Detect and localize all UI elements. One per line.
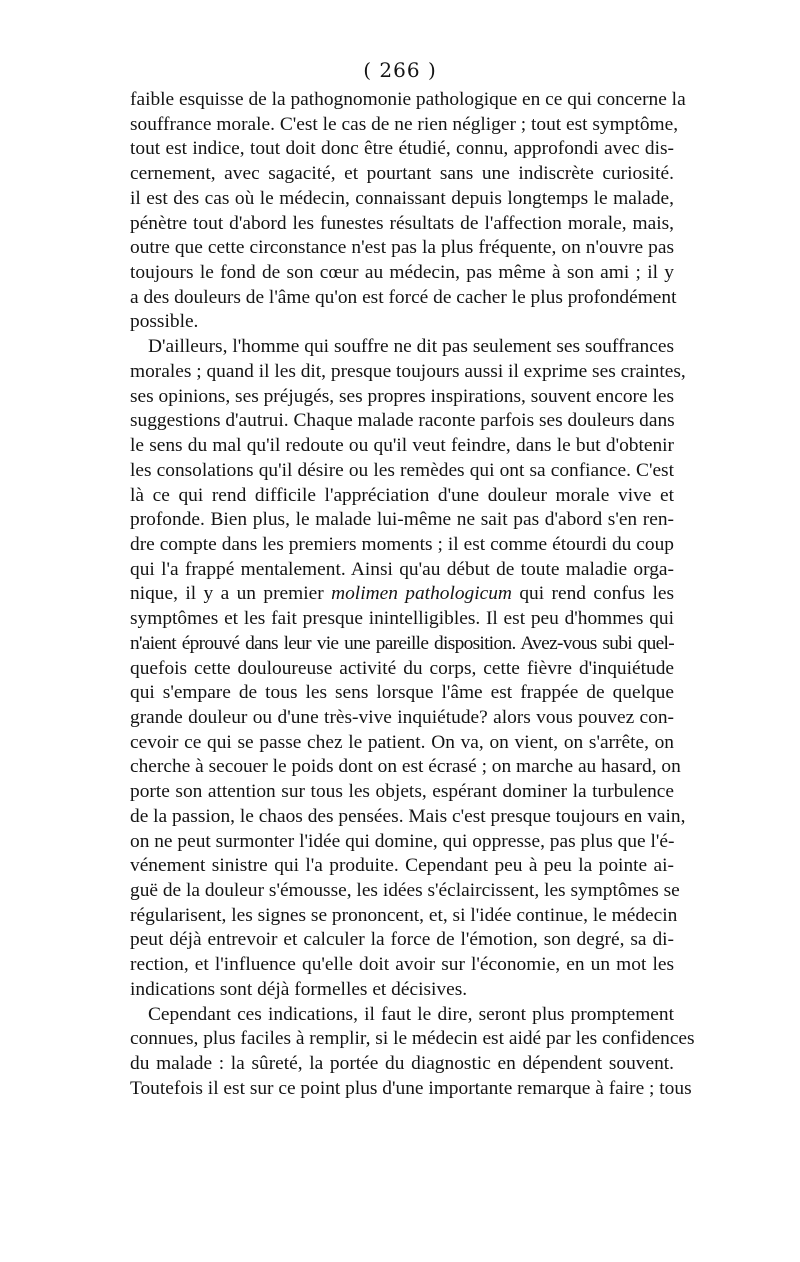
text-line: on ne peut surmonter l'idée qui domine, qui oppresse, pas plus que l'é- [130, 830, 675, 852]
text-run: qui rend confus les [511, 583, 675, 605]
text-line: D'ailleurs, l'homme qui souffre ne dit pas seulement ses souffrances [148, 336, 674, 358]
text-line: tout est indice, tout doit donc être étudié, connu, approfondi avec dis- [130, 138, 674, 160]
text-line: guë de la douleur s'émousse, les idées s'éclaircissent, les symptômes se [130, 880, 680, 901]
text-line: grande douleur ou d'une très-vive inquiétude? alors vous pouvez con- [130, 706, 674, 728]
text-line: toujours le fond de son cœur au médecin, pas même à son ami ; il y [130, 262, 674, 284]
text-line: quefois cette douloureuse activité du corps, cette fièvre d'inquiétude [130, 657, 674, 679]
text-line: souffrance morale. C'est le cas de ne rien négliger ; tout est symptôme, [130, 113, 679, 135]
paragraph [130, 1003, 695, 1102]
text-line: rection, et l'influence qu'elle doit avoir sur l'économie, en un mot les [130, 954, 674, 976]
text-line: dre compte dans les premiers moments ; il est comme étourdi du coup [130, 533, 674, 555]
text-line: du malade : la sûreté, la portée du diagnostic en dépendent souvent. [130, 1053, 674, 1075]
text-line: le sens du mal qu'il redoute ou qu'il veut feindre, dans le but d'obtenir [130, 435, 674, 457]
text-line: a des douleurs de l'âme qu'on est forcé de cacher le plus profondément [130, 286, 677, 308]
text-line: connues, plus faciles à remplir, si le médecin est aidé par les confidences [130, 1028, 695, 1050]
text-line: là ce qui rend difficile l'appréciation d'une douleur morale vive et [130, 484, 674, 506]
text-line: Toutefois il est sur ce point plus d'une importante remarque à faire ; tous [130, 1077, 692, 1099]
text-line: cherche à secouer le poids dont on est écrasé ; on marche au hasard, on [130, 756, 681, 778]
page-number: ( 266 ) [363, 58, 437, 82]
text-line: cevoir ce qui se passe chez le patient. On va, on vient, on s'arrête, on [130, 731, 674, 753]
text-line: qui l'a frappé mentalement. Ainsi qu'au début de toute maladie orga- [130, 558, 674, 580]
text-line: outre que cette circonstance n'est pas la plus fréquente, on n'ouvre pas [130, 237, 674, 259]
text-line: régularisent, les signes se prononcent, et, si l'idée continue, le médecin [130, 904, 678, 926]
text-line: Cependant ces indications, il faut le dire, seront plus promptement [148, 1003, 674, 1025]
text-line: profonde. Bien plus, le malade lui-même ne sait pas d'abord s'en ren- [130, 509, 674, 531]
text-line: indications sont déjà formelles et décisives. [130, 978, 468, 1000]
text-line: morales ; quand il les dit, presque toujours aussi il exprime ses craintes, [130, 360, 686, 382]
text-line: ses opinions, ses préjugés, ses propres inspirations, souvent encore les [130, 385, 674, 407]
text-line: peut déjà entrevoir et calculer la force de l'émotion, son degré, sa di- [130, 929, 674, 951]
text-line: porte son attention sur tous les objets, espérant dominer la turbulence [130, 781, 674, 803]
text-line: vénement sinistre qui l'a produite. Cependant peu à peu la pointe ai- [130, 855, 674, 877]
text-run: nique, il y a un premier [130, 583, 332, 605]
text-line: possible. [130, 311, 199, 333]
text-line: suggestions d'autrui. Chaque malade raconte parfois ses douleurs dans [130, 410, 675, 432]
text-line [130, 582, 674, 607]
text-line: de la passion, le chaos des pensées. Mais c'est presque toujours en vain, [130, 805, 686, 827]
body-text [130, 88, 695, 1101]
text-line: qui s'empare de tous les sens lorsque l'âme est frappée de quelque [130, 682, 674, 704]
paragraph [130, 88, 686, 335]
paragraph [130, 335, 686, 1002]
text-line: n'aient éprouvé dans leur vie une pareille disposition. Avez-vous subi quel- [130, 632, 674, 654]
text-line: pénètre tout d'abord les funestes résultats de l'affection morale, mais, [130, 212, 674, 234]
text-line: les consolations qu'il désire ou les remèdes qui ont sa confiance. C'est [130, 459, 674, 481]
italic-term: molimen pathologicum [331, 583, 512, 605]
text-line: il est des cas où le médecin, connaissant depuis longtemps le malade, [130, 187, 674, 209]
text-line: faible esquisse de la pathognomonie pathologique en ce qui concerne la [130, 89, 686, 110]
text-line: symptômes et les fait presque inintelligibles. Il est peu d'hommes qui [130, 608, 674, 630]
text-line: cernement, avec sagacité, et pourtant sans une indiscrète curiosité. [130, 163, 674, 185]
